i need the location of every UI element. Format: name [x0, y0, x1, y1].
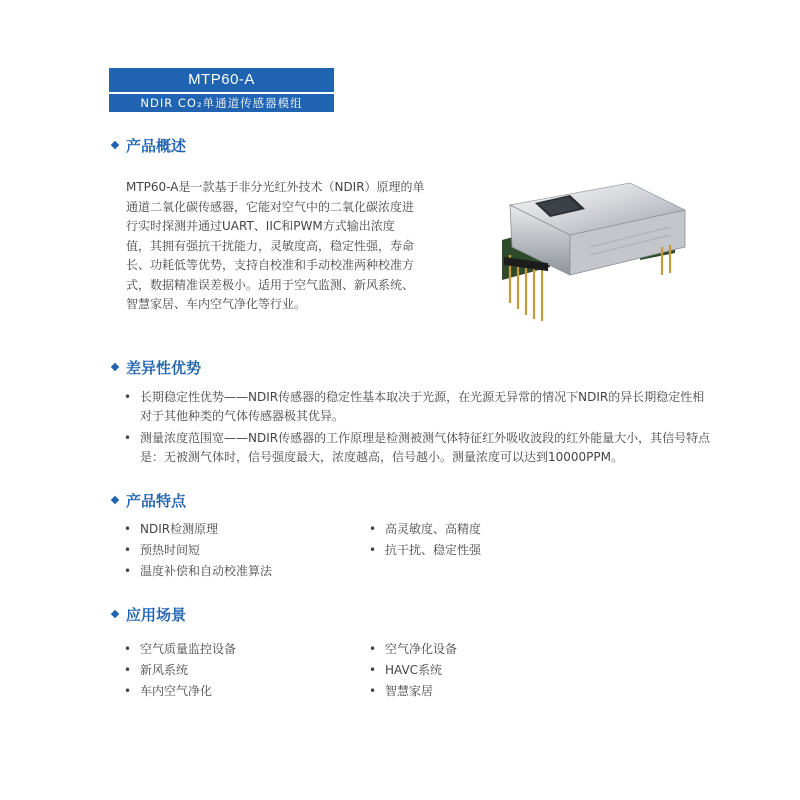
section-title: 产品概述: [126, 136, 187, 155]
list-item: • 车内空气净化: [124, 684, 213, 698]
list-item: • 智慧家居: [369, 684, 434, 698]
diamond-icon: [111, 496, 119, 504]
section-title: 应用场景: [126, 605, 187, 624]
bullet-dot-icon: •: [369, 543, 377, 557]
list-item: • NDIR检测原理: [124, 522, 219, 536]
product-subtitle: NDIR CO₂单通道传感器模组: [109, 94, 334, 112]
sensor-module-image: [490, 175, 695, 325]
bullet-dot-icon: •: [369, 663, 377, 677]
list-item: • 抗干扰、稳定性强: [369, 543, 482, 557]
overview-line: 行实时探测并通过UART、IIC和PWM方式输出浓度: [126, 219, 395, 233]
bullet-dot-icon: •: [369, 684, 377, 698]
section-title: 差异性优势: [126, 358, 202, 377]
bullet-dot-icon: •: [124, 543, 132, 557]
list-item: • HAVC系统: [369, 663, 443, 677]
bullet-dot-icon: •: [124, 431, 132, 445]
overview-line: 值，其拥有强抗干扰能力，灵敏度高，稳定性强，寿命: [126, 238, 415, 253]
overview-text: [126, 178, 446, 315]
diamond-icon: [111, 363, 119, 371]
list-item: • 新风系统: [124, 663, 189, 677]
bullet-dot-icon: •: [124, 642, 132, 656]
list-item: • 空气质量监控设备: [124, 642, 237, 656]
bullet-dot-icon: •: [124, 522, 132, 536]
features-list: [124, 520, 644, 580]
section-overview-header: [112, 134, 186, 156]
applications-list: [124, 640, 644, 700]
list-item: • 空气净化设备: [369, 642, 458, 656]
list-item: • 高灵敏度、高精度: [369, 522, 482, 536]
overview-line: 通道二氧化碳传感器，它能对空气中的二氧化碳浓度进: [126, 199, 415, 214]
list-item: • 长期稳定性优势——NDIR传感器的稳定性基本取决于光源，在光源无异常的情况下NDIR的异长期稳定性相对于其他种类的气体传感器极其优异。: [124, 388, 716, 425]
diamond-icon: [111, 610, 119, 618]
overview-line: 长、功耗低等优势，支持自校准和手动校准两种校准方: [126, 258, 415, 272]
overview-line: MTP60-A是一款基于非分光红外技术（NDIR）原理的单: [126, 180, 425, 194]
bullet-dot-icon: •: [124, 390, 132, 404]
bullet-dot-icon: •: [124, 663, 132, 677]
list-item: • 预热时间短: [124, 543, 201, 557]
section-advantages-header: [112, 356, 201, 378]
bullet-dot-icon: •: [369, 642, 377, 656]
section-applications-header: [112, 603, 186, 625]
advantages-list: [124, 388, 716, 470]
section-features-header: [112, 489, 186, 511]
overview-line: 智慧家居、车内空气净化等行业。: [126, 297, 307, 311]
bullet-dot-icon: •: [369, 522, 377, 536]
bullet-dot-icon: •: [124, 564, 132, 578]
title-block: [109, 68, 334, 112]
list-item: • 温度补偿和自动校准算法: [124, 564, 273, 578]
list-item: • 测量浓度范围宽——NDIR传感器的工作原理是检测被测气体特征红外吸收波段的红外能量大小，其信号特点是：无被测气体时，信号强度最大，浓度越高，信号越小。测量浓度可以达到10000PPM。: [124, 429, 716, 466]
section-title: 产品特点: [126, 491, 187, 510]
product-model-title: MTP60-A: [109, 68, 334, 92]
bullet-dot-icon: •: [124, 684, 132, 698]
overview-line: 式，数据精准误差极小。适用于空气监测、新风系统、: [126, 277, 415, 292]
diamond-icon: [111, 141, 119, 149]
